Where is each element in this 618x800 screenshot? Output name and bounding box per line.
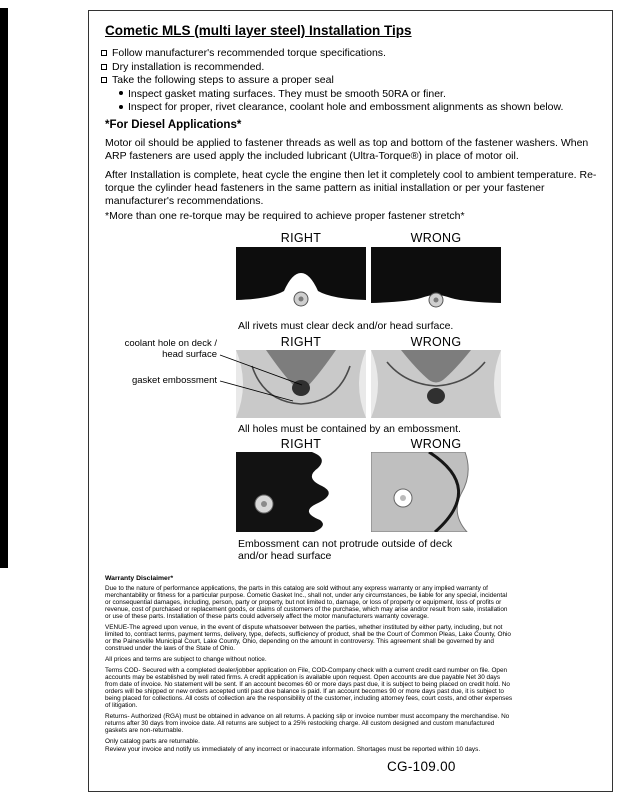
diesel-heading: *For Diesel Applications* <box>105 119 242 131</box>
square-bullet-icon <box>101 64 107 70</box>
list-item <box>119 88 601 101</box>
list-item <box>119 101 601 114</box>
list-item <box>101 74 601 87</box>
warranty-paragraph: Due to the nature of performance applications, the parts in this catalog are sold without any express warranty or any implied warranty of merchantability or fitness for a particular purpose. Cometic Gasket Inc., shall not, under any circumstances, be liable for any special, incidental or consequential damages, including, person, party or property, but not limited to, damage, or loss of property or equipment, loss of profits or revenue, cost of purchased or replacement goods, or claims of customers of the purchase, which may arise and/or result from sale, installation or use of these parts. Installation of these parts could adversely affect the motor manufacturers warranty coverage. <box>105 585 508 620</box>
row2-wrong-label: WRONG <box>410 335 462 349</box>
terms-paragraph: Terms COD- Secured with a completed dealer/jobber application on File, COD-Company check with a current credit card number on file. Open accounts may be established by well rated firms. A credit application is available upon request. Open accounts are due payable Net 30 days from date of invoice. No statement will be sent. If an account becomes 60 or more days past due, it is subject to being placed on credit hold. No orders will be shipped or new orders accepted until past due balance is paid. If an account becomes 90 or more days past due, it is subject to being placed for collections. All costs of collection are the responsibility of the customer, including attorney fees, court costs, and other expenses of litigation. <box>105 667 513 709</box>
square-bullet-icon <box>101 50 107 56</box>
diesel-paragraph-1: Motor oil should be applied to fastener threads as well as top and bottom of the fastener washers. When ARP fasteners are used apply the included lubricant (Ultra-Torque®) in place of motor oil. <box>105 137 589 162</box>
bolt-hole-center <box>400 495 406 501</box>
row3-caption: Embossment can not protrude outside of deck and/or head surface <box>238 538 453 562</box>
venue-paragraph: VENUE-The agreed upon venue, in the event of dispute whatsoever between the parties, whether instituted by either party, including, but not limited to, contract terms, payment terms, delivery, type, defects, sufficiency of product, shall be the Court of Common Pleas, Lake County, Ohio or the Painesville Municipal Court, Lake County, Ohio, depending on the amount in controversy. This agreement shall be governed by and construed under the laws of the State of Ohio. <box>105 624 511 652</box>
list-item <box>101 61 601 74</box>
tip-text: Take the following steps to assure a proper seal <box>112 74 334 86</box>
row3-wrong-label: WRONG <box>410 437 462 451</box>
prices-paragraph: All prices and terms are subject to change without notice. <box>105 656 267 663</box>
retorque-note: *More than one re-torque may be required to achieve proper fastener stretch* <box>105 210 465 222</box>
tip-text: Inspect gasket mating surfaces. They must be smooth 50RA or finer. <box>128 87 446 100</box>
tip-text: Dry installation is recommended. <box>112 60 265 73</box>
tips-list <box>101 47 601 115</box>
page-title: Cometic MLS (multi layer steel) Installation Tips <box>105 23 412 38</box>
coolant-hole <box>427 388 445 404</box>
embossment-right-diagram <box>236 350 366 418</box>
coolant-hole-annotation: coolant hole on deck / head surface <box>124 338 217 360</box>
round-bullet-icon <box>119 105 123 109</box>
returns-paragraph: Returns- Authorized (RGA) must be obtained in advance on all returns. A packing slip or invoice number must accompany the merchandise. No returns after 30 days from invoice date. All returns are subject to a 25% restocking charge. All custom designed and custom manufactured gaskets are non-returnable. <box>105 713 510 734</box>
protrusion-right-diagram <box>236 452 366 532</box>
gasket-embossment-annotation: gasket embossment <box>131 375 217 386</box>
row1-caption: All rivets must clear deck and/or head surface. <box>238 320 454 332</box>
coolant-hole <box>292 380 310 396</box>
rivet-wrong-diagram <box>371 247 501 315</box>
rivet-center <box>299 297 304 302</box>
review-invoice-line: Review your invoice and notify us immediately of any incorrect or inaccurate information. Shortages must be reported within 10 days. <box>105 746 481 753</box>
rivet-center <box>434 298 439 303</box>
catalog-parts-line: Only catalog parts are returnable. <box>105 738 200 745</box>
embossment-wrong-diagram <box>371 350 501 418</box>
row2-caption: All holes must be contained by an embossment. <box>238 423 461 435</box>
row2-right-label: RIGHT <box>280 335 322 349</box>
deck-area <box>371 452 468 532</box>
embossment-area <box>236 452 329 532</box>
tip-text: Follow manufacturer's recommended torque specifications. <box>112 47 386 59</box>
warranty-section <box>105 575 514 757</box>
rivet-right-diagram <box>236 247 366 315</box>
round-bullet-icon <box>119 91 123 95</box>
tip-text: Inspect for proper, rivet clearance, coolant hole and embossment alignments as shown below. <box>128 101 564 113</box>
row1-wrong-label: WRONG <box>410 231 462 245</box>
diesel-paragraph-2: After Installation is complete, heat cycle the engine then let it completely cool to ambient temperature. Re-torque the cylinder head fasteners in the same pattern as initial installation or per your fastener manufacturer's recommendations. <box>105 169 597 207</box>
page-code: CG-109.00 <box>387 759 456 774</box>
page-frame <box>88 10 613 792</box>
row1-right-label: RIGHT <box>280 231 322 245</box>
square-bullet-icon <box>101 77 107 83</box>
list-item <box>101 47 601 60</box>
row3-right-label: RIGHT <box>280 437 322 451</box>
bolt-hole-center <box>261 501 267 507</box>
warranty-heading: Warranty Disclaimer* <box>105 575 174 582</box>
protrusion-wrong-diagram <box>371 452 501 532</box>
print-registration-bar <box>0 8 8 568</box>
